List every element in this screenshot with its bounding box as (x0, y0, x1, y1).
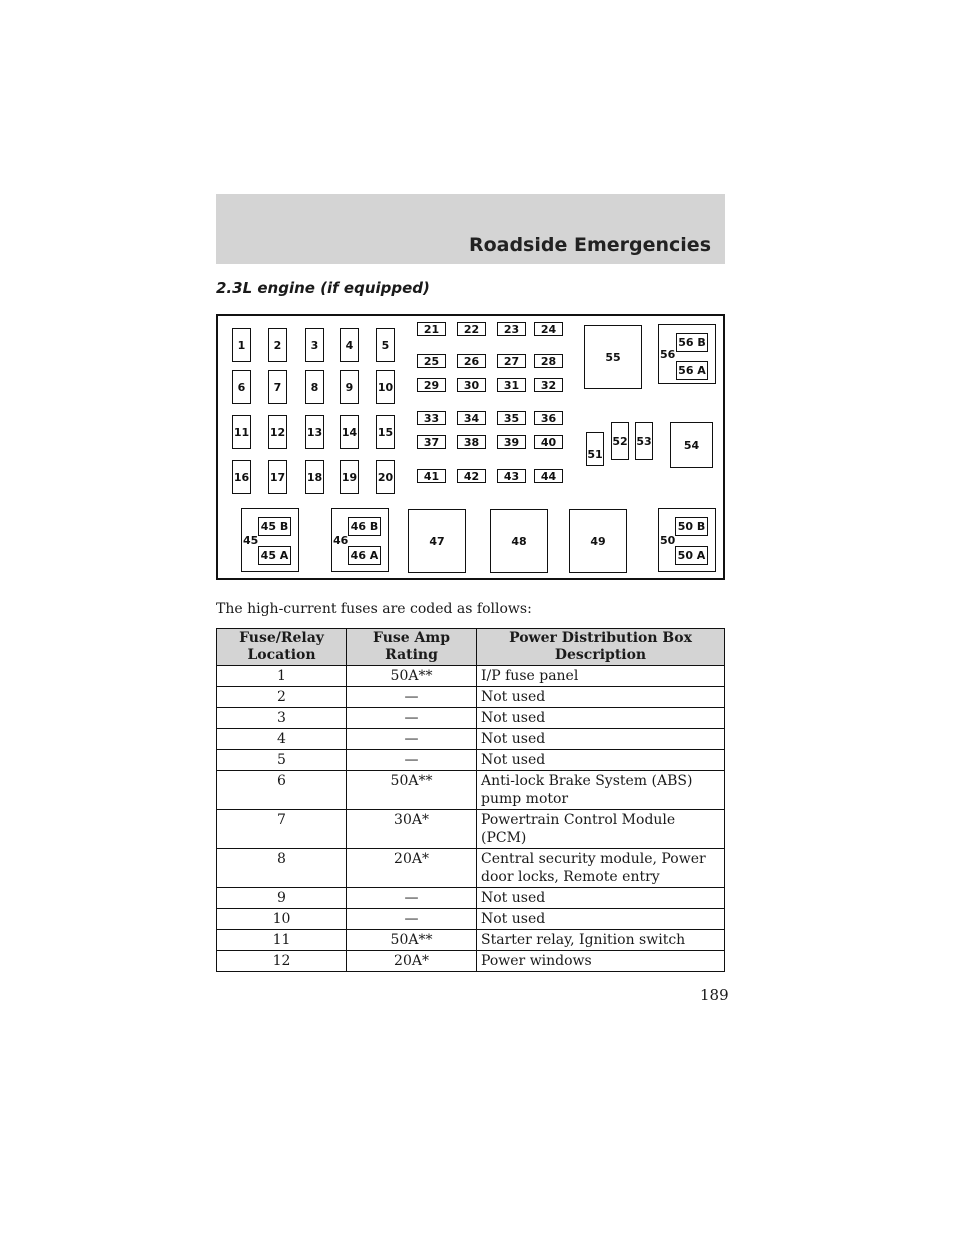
cell-location: 7 (217, 810, 347, 849)
fuse-12: 12 (268, 415, 287, 449)
cell-description (477, 771, 725, 810)
fuse-4: 4 (340, 328, 359, 362)
fuse-39: 39 (497, 435, 526, 449)
fuse-29: 29 (417, 378, 446, 392)
cell-location: 10 (217, 909, 347, 930)
description-line: Not used (481, 731, 546, 747)
cell-description (477, 849, 725, 888)
fuse-44: 44 (534, 469, 563, 483)
fuse-36: 36 (534, 411, 563, 425)
relay-56-label: 56 (660, 348, 676, 361)
header-band (216, 194, 725, 264)
table-row (217, 729, 725, 750)
table-row (217, 810, 725, 849)
cell-description (477, 909, 725, 930)
header-description: Power Distribution Box Description (477, 629, 725, 666)
header-rating: Fuse Amp Rating (347, 629, 477, 666)
fuse-6: 6 (232, 370, 251, 404)
description-line: pump motor (481, 791, 569, 807)
fuse-15: 15 (376, 415, 395, 449)
description-line: Starter relay, Ignition switch (481, 932, 686, 948)
relay-45-label: 45 (243, 534, 259, 547)
fuse-53: 53 (635, 422, 653, 460)
cell-location: 3 (217, 708, 347, 729)
table-row (217, 687, 725, 708)
cell-rating: 50A** (347, 930, 477, 951)
fuse-49: 49 (569, 509, 627, 573)
fuse-2: 2 (268, 328, 287, 362)
fuse-41: 41 (417, 469, 446, 483)
section-title: Roadside Emergencies (468, 234, 711, 256)
table-row (217, 930, 725, 951)
fuse-3: 3 (305, 328, 324, 362)
fuse-46a: 46 A (348, 546, 381, 565)
description-line: Not used (481, 911, 546, 927)
fuse-38: 38 (457, 435, 486, 449)
fuse-16: 16 (232, 460, 251, 494)
cell-description (477, 687, 725, 708)
fuse-7: 7 (268, 370, 287, 404)
table-header-row (217, 629, 725, 666)
page-number: 189 (700, 986, 729, 1004)
fuse-27: 27 (497, 354, 526, 368)
cell-rating: — (347, 687, 477, 708)
fuse-40: 40 (534, 435, 563, 449)
fuse-13: 13 (305, 415, 324, 449)
description-line: Not used (481, 752, 546, 768)
fuse-54: 54 (670, 422, 713, 468)
description-line: Anti-lock Brake System (ABS) (481, 773, 693, 789)
fuse-18: 18 (305, 460, 324, 494)
description-line: Central security module, Power (481, 851, 706, 867)
fuse-box-diagram (216, 314, 725, 580)
fuse-34: 34 (457, 411, 486, 425)
cell-rating: 50A** (347, 666, 477, 687)
description-line: Powertrain Control Module (PCM) (481, 812, 676, 846)
cell-rating: 30A* (347, 810, 477, 849)
description-line: Not used (481, 710, 546, 726)
fuse-1: 1 (232, 328, 251, 362)
fuse-45b: 45 B (258, 517, 291, 536)
fuse-8: 8 (305, 370, 324, 404)
fuse-45a: 45 A (258, 546, 291, 565)
fuse-5: 5 (376, 328, 395, 362)
relay-50-label: 50 (660, 534, 676, 547)
cell-rating: 50A** (347, 771, 477, 810)
table-row (217, 951, 725, 972)
description-line: door locks, Remote entry (481, 869, 660, 885)
cell-rating: 20A* (347, 849, 477, 888)
fuse-22: 22 (457, 322, 486, 336)
cell-location: 9 (217, 888, 347, 909)
fuse-47: 47 (408, 509, 466, 573)
table-row (217, 888, 725, 909)
fuse-31: 31 (497, 378, 526, 392)
cell-location: 12 (217, 951, 347, 972)
fuse-9: 9 (340, 370, 359, 404)
fuse-24: 24 (534, 322, 563, 336)
fuse-23: 23 (497, 322, 526, 336)
table-row (217, 849, 725, 888)
cell-rating: 20A* (347, 951, 477, 972)
cell-description (477, 750, 725, 771)
fuse-table (216, 628, 725, 972)
fuse-21: 21 (417, 322, 446, 336)
fuse-35: 35 (497, 411, 526, 425)
fuse-48: 48 (490, 509, 548, 573)
fuse-51: 51 (586, 432, 604, 466)
cell-description (477, 708, 725, 729)
table-row (217, 771, 725, 810)
cell-location: 1 (217, 666, 347, 687)
fuse-14: 14 (340, 415, 359, 449)
fuse-10: 10 (376, 370, 395, 404)
cell-description (477, 810, 725, 849)
diagram-subtitle: 2.3L engine (if equipped) (216, 279, 430, 297)
fuse-50a: 50 A (675, 546, 708, 565)
table-row (217, 750, 725, 771)
cell-rating: — (347, 708, 477, 729)
cell-description (477, 729, 725, 750)
fuse-43: 43 (497, 469, 526, 483)
cell-location: 6 (217, 771, 347, 810)
fuse-52: 52 (611, 422, 629, 460)
cell-rating: — (347, 750, 477, 771)
fuse-56a: 56 A (676, 361, 708, 380)
cell-description (477, 888, 725, 909)
fuse-11: 11 (232, 415, 251, 449)
fuse-19: 19 (340, 460, 359, 494)
fuse-17: 17 (268, 460, 287, 494)
cell-rating: — (347, 888, 477, 909)
fuse-32: 32 (534, 378, 563, 392)
cell-location: 5 (217, 750, 347, 771)
fuse-33: 33 (417, 411, 446, 425)
cell-location: 11 (217, 930, 347, 951)
cell-location: 4 (217, 729, 347, 750)
fuse-26: 26 (457, 354, 486, 368)
cell-description (477, 666, 725, 687)
cell-rating: — (347, 909, 477, 930)
table-row (217, 666, 725, 687)
fuse-56b: 56 B (676, 333, 708, 352)
fuse-46b: 46 B (348, 517, 381, 536)
table-row (217, 708, 725, 729)
cell-description (477, 930, 725, 951)
fuse-20: 20 (376, 460, 395, 494)
cell-description (477, 951, 725, 972)
description-line: Not used (481, 890, 546, 906)
fuse-28: 28 (534, 354, 563, 368)
header-location: Fuse/Relay Location (217, 629, 347, 666)
relay-46-label: 46 (333, 534, 349, 547)
fuse-25: 25 (417, 354, 446, 368)
description-line: Power windows (481, 953, 592, 969)
intro-text: The high-current fuses are coded as follows: (216, 601, 532, 617)
fuse-42: 42 (457, 469, 486, 483)
description-line: Not used (481, 689, 546, 705)
cell-rating: — (347, 729, 477, 750)
fuse-50b: 50 B (675, 517, 708, 536)
fuse-30: 30 (457, 378, 486, 392)
description-line: I/P fuse panel (481, 668, 579, 684)
fuse-55: 55 (584, 325, 642, 389)
fuse-37: 37 (417, 435, 446, 449)
table-row (217, 909, 725, 930)
cell-location: 2 (217, 687, 347, 708)
cell-location: 8 (217, 849, 347, 888)
